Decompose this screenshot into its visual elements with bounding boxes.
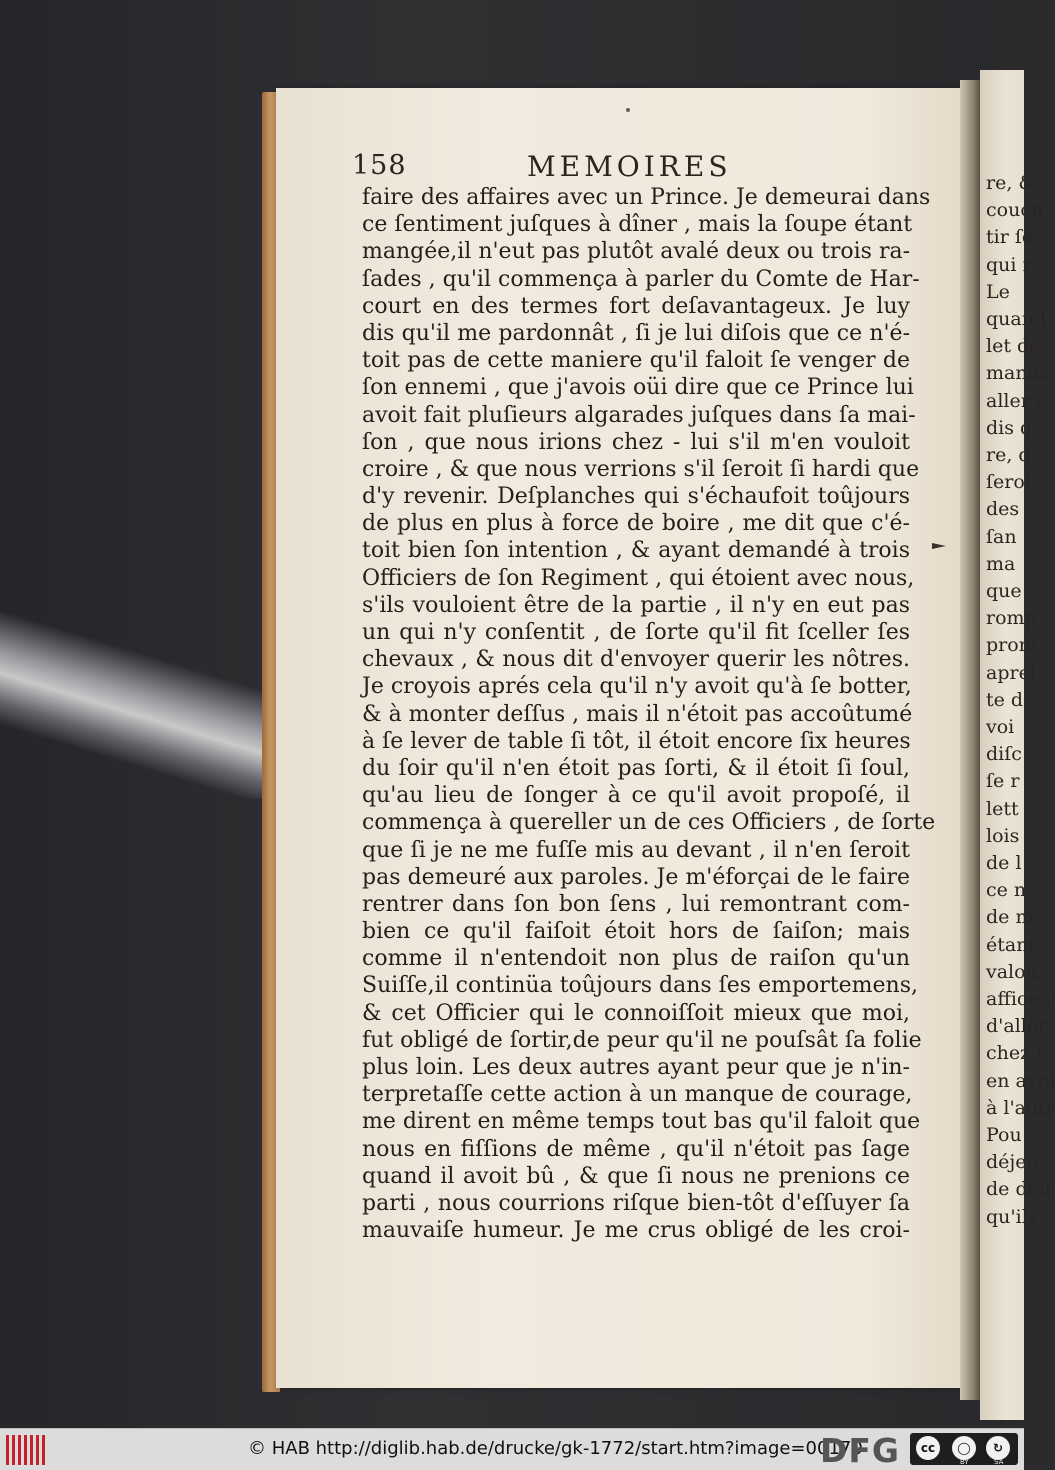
facing-page-fragment: que bbox=[986, 580, 1022, 602]
text-line: chevaux , & nous dit d'envoyer querir les nôtres. bbox=[362, 647, 910, 673]
facing-page-fragment: diſc bbox=[986, 743, 1022, 766]
text-line: me dirent en même temps tout bas qu'il faloit que bbox=[362, 1109, 921, 1135]
facing-page-fragment: ſan bbox=[986, 525, 1017, 548]
facing-page-fragment: aller c bbox=[986, 389, 1047, 412]
facing-page-fragment: déjeû bbox=[986, 1151, 1039, 1174]
facing-page-fragment: des bbox=[986, 498, 1020, 521]
text-line: nous en fiſſions de même , qu'il n'étoit pas ſage bbox=[362, 1136, 910, 1162]
facing-page-fragment: qui r bbox=[986, 253, 1032, 276]
text-line: un qui n'y conſentit , de ſorte qu'il fit ſceller ſes bbox=[362, 620, 910, 645]
facing-page-fragment: voi bbox=[986, 716, 1015, 738]
text-line: comme il n'entendoit non plus de raiſon qu'un bbox=[362, 946, 910, 972]
facing-page-fragment: ce n bbox=[986, 879, 1027, 902]
facing-page-fragment: couch bbox=[986, 199, 1044, 222]
dfg-logo: DFG bbox=[820, 1431, 901, 1470]
text-line: mangée,il n'eut pas plutôt avalé deux ou trois ra- bbox=[362, 239, 911, 265]
facing-page-fragment: affions bbox=[986, 988, 1051, 1010]
text-line: & à monter deſſus , mais il n'étoit pas accoûtumé bbox=[362, 701, 913, 727]
text-line: court en des termes fort deſavantageux. Je luy bbox=[362, 293, 910, 319]
facing-page-fragment: mands bbox=[986, 362, 1050, 385]
facing-page-fragment: en avoi bbox=[986, 1069, 1055, 1092]
text-line: croire , & que nous verrions s'il ſeroit ſi hardi que bbox=[362, 456, 920, 482]
text-line: Je croyois aprés cela qu'il n'y avoit qu'à ſe botter, bbox=[362, 674, 912, 700]
facing-page-fragment: ſe r bbox=[986, 770, 1020, 793]
text-line: d'y revenir. Deſplanches qui s'échaufoit toûjours bbox=[362, 484, 910, 510]
facing-page-fragment: d'aller bbox=[986, 1015, 1048, 1038]
text-line: plus loin. Les deux autres ayant peur que je n'in- bbox=[362, 1055, 910, 1080]
text-line: Officiers de ſon Regiment , qui étoient avec nous, bbox=[362, 565, 915, 591]
text-line: s'ils vouloient être de la partie , il n'y en eut pas bbox=[362, 592, 910, 618]
facing-page-fragment: prom bbox=[986, 634, 1037, 657]
ink-spot bbox=[626, 108, 630, 112]
facing-page-fragment: valoit bbox=[986, 960, 1040, 983]
facing-page-fragment: te d bbox=[986, 688, 1024, 711]
facing-page-fragment: re, & bbox=[986, 172, 1036, 194]
facing-page-fragment: de l bbox=[986, 852, 1022, 874]
facing-page-fragment: let de bbox=[986, 335, 1041, 358]
text-line: que ſi je ne me fuſſe mis au devant , il n'en ſeroit bbox=[362, 837, 910, 863]
running-head bbox=[352, 150, 912, 184]
facing-page-fragment: étant bbox=[986, 933, 1037, 956]
source-url[interactable]: © HAB http://diglib.hab.de/drucke/gk-1772/start.htm?image=00170 bbox=[248, 1438, 863, 1459]
facing-page-fragment: à l'autr bbox=[986, 1096, 1055, 1119]
facing-page-fragment: Le bbox=[986, 280, 1010, 303]
facing-page-fragment: re, q bbox=[986, 444, 1031, 466]
text-line: rentrer dans ſon bon ſens , lui remontrant com- bbox=[362, 891, 910, 917]
attribution-icon: ◯ bbox=[952, 1436, 976, 1460]
text-line: faire des affaires avec un Prince. Je demeurai dans bbox=[362, 185, 931, 210]
book-gutter bbox=[960, 80, 982, 1400]
text-line: pas demeuré aux paroles. Je m'éforçai de le faire bbox=[362, 864, 910, 890]
text-line: ſades , qu'il commença à parler du Comte de Har- bbox=[362, 266, 920, 292]
facing-page-fragment: de m bbox=[986, 906, 1034, 929]
text-line: toit pas de cette maniere qu'il faloit ſe venger de bbox=[362, 348, 910, 374]
text-line: parti , nous courrions riſque bien-tôt d'eſſuyer ſa bbox=[362, 1190, 910, 1216]
text-line: & cet Officier qui le connoiſſoit mieux que moi, bbox=[362, 1000, 910, 1026]
cc-license-icon: cc bbox=[916, 1436, 940, 1460]
text-line: quand il avoit bû , & que ſi nous ne prenions ce bbox=[362, 1163, 910, 1189]
text-line: du ſoir qu'il n'en étoit pas ſorti, & il étoit ſi ſoul, bbox=[362, 755, 910, 781]
text-line: ſon ennemi , que j'avois oüi dire que ce Prince lui bbox=[362, 375, 914, 401]
text-line: qu'au lieu de ſonger à ce qu'il avoit propoſé, il bbox=[362, 783, 910, 809]
viewer-footer bbox=[0, 1428, 1024, 1470]
facing-page-fragment: ſeroi bbox=[986, 471, 1031, 494]
facing-page-fragment: qu'ils bbox=[986, 1205, 1038, 1228]
facing-page bbox=[980, 70, 1055, 1420]
facing-page-fragment: aprel bbox=[986, 661, 1036, 684]
text-line: bien ce qu'il faiſoit étoit hors de ſaiſon; mais bbox=[362, 919, 910, 945]
facing-page-fragment: de deu bbox=[986, 1178, 1052, 1201]
facing-page-fragment: chez-l bbox=[986, 1042, 1043, 1065]
facing-page-fragment: Pou bbox=[986, 1124, 1022, 1146]
running-title: MEMOIRES bbox=[527, 150, 732, 183]
text-line: ſon , que nous irions chez - lui s'il m'en vouloit bbox=[362, 429, 910, 455]
facing-page-fragment: lett bbox=[986, 797, 1019, 820]
text-line: terpretaſſe cette action à un manque de courage, bbox=[362, 1082, 913, 1108]
license-by-label: BY bbox=[960, 1458, 969, 1466]
page-number: 158 bbox=[352, 150, 407, 181]
text-line: de plus en plus à force de boire , me dit que c'é- bbox=[362, 511, 910, 537]
text-line: à ſe lever de table ſi tôt, il étoit encore ſix heures bbox=[362, 728, 911, 754]
text-line: avoit fait pluſieurs algarades juſques dans ſa mai- bbox=[362, 402, 916, 428]
share-alike-icon: ↻ bbox=[986, 1436, 1010, 1460]
text-line: ce ſentiment juſques à dîner , mais la ſoupe étant bbox=[362, 212, 913, 238]
facing-page-fragment: romp bbox=[986, 607, 1037, 630]
text-line: Suiſſe,il continüa toûjours dans ſes emportemens, bbox=[362, 973, 919, 999]
facing-page-fragment: tir ſe bbox=[986, 226, 1034, 249]
facing-page-fragment: ma bbox=[986, 552, 1016, 575]
facing-page-fragment: lois bbox=[986, 824, 1020, 847]
text-line: mauvaiſe humeur. Je me crus obligé de les croi- bbox=[362, 1218, 910, 1244]
text-line: toit bien ſon intention , & ayant demandé à trois bbox=[362, 538, 910, 564]
facing-page-fragment: dis q bbox=[986, 416, 1033, 439]
page-body-text bbox=[362, 184, 936, 1244]
text-line: fut obligé de ſortir,de peur qu'il ne pouſsât ſa folie bbox=[362, 1027, 922, 1053]
facing-page-fragment: quand bbox=[986, 308, 1047, 330]
text-line: dis qu'il me pardonnât , ſi je lui diſois que ce n'é- bbox=[362, 320, 910, 346]
license-sa-label: SA bbox=[994, 1458, 1004, 1466]
cc-license-badge[interactable] bbox=[910, 1433, 1018, 1465]
text-line: commença à quereller un de ces Officiers , de ſorte bbox=[362, 810, 936, 836]
barcode-icon bbox=[6, 1435, 48, 1465]
